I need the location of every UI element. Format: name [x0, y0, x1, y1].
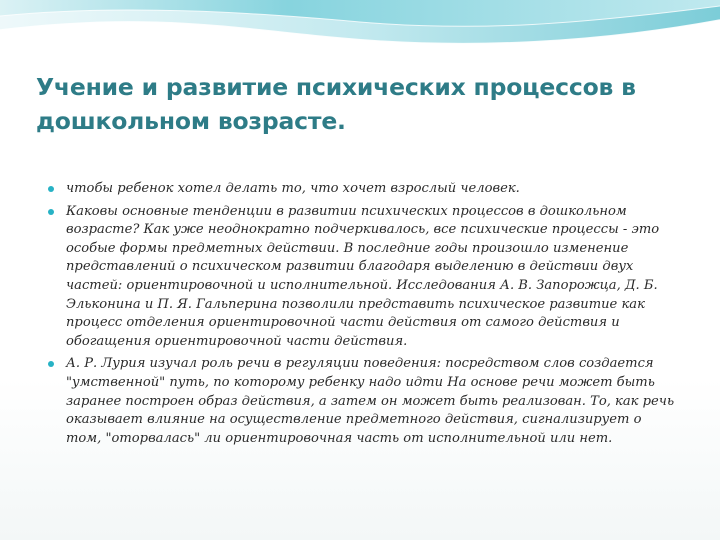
bullet-item: [48, 203, 678, 352]
bullet-dot-icon: [48, 209, 54, 215]
slide-title: Учение и развитие психических процессов в дошкольном возрасте.: [36, 73, 636, 135]
bullet-text: Каковы основные тенденции в развитии психических процессов в дошкольном возрасте? Как уже неоднократно подчеркивалось, все психические процессы - это особые формы предметных действии. В последние годы произошло изменение представлений о психическом развитии благодаря выделению в действии двух частей: ориентировочной и исполнительной. Исследования А. В. Запорожца, Д. Б. Эльконина и П. Я. Гальперина позволили представить психическое развитие как процесс отделения ориентировочной части действия от самого действия и обогащения ориентировочной части действия.: [66, 203, 660, 349]
bullet-text: А. Р. Лурия изучал роль речи в регуляции поведения: посредством слов создается "умственной" путь, по которому ребенку надо идти На основе речи может быть заранее построен образ действия, а затем он может быть реализован. То, как речь оказывает влияние на осуществление предметного действия, сигнализирует о том, "оторвалась" ли ориентировочная часть от исполнительной или нет.: [66, 356, 675, 446]
bullet-item: [48, 355, 678, 448]
header-wave-decoration: [0, 0, 720, 80]
bullet-item: [48, 180, 678, 199]
bullet-dot-icon: [48, 361, 54, 367]
bullet-dot-icon: [48, 186, 54, 192]
bullet-list: [48, 180, 678, 452]
bullet-text: чтобы ребенок хотел делать то, что хочет взрослый человек.: [66, 181, 520, 196]
